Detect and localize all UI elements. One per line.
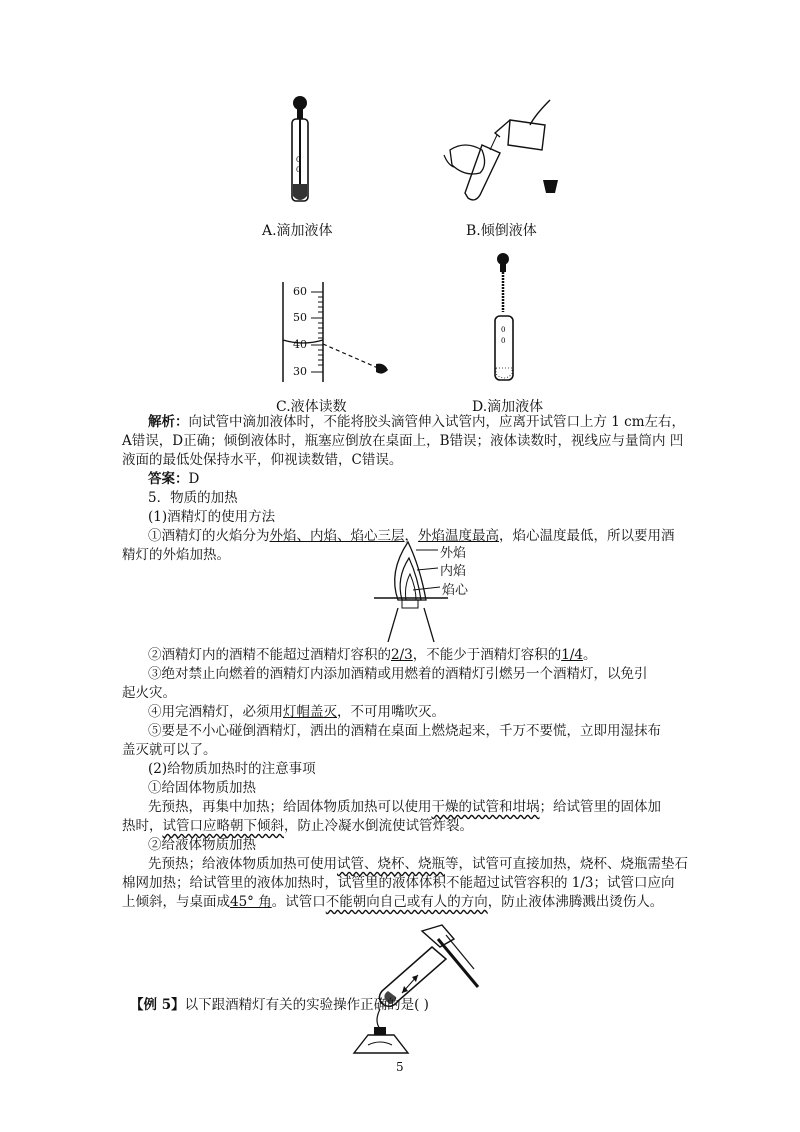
example-question: 【例 5】以下跟酒精灯有关的实验操作正确的是( )	[130, 997, 429, 1013]
analysis-line-2: A错误，D正确；倾倒液体时，瓶塞应倒放在桌面上，B错误；液体读数时，视线应与量筒内 凹	[122, 433, 684, 449]
figure-b-pouring-liquid	[440, 95, 570, 205]
svg-text:0: 0	[296, 156, 301, 164]
flame-paragraph-line-1: ①酒精灯的火焰分为外焰、内焰、焰心三层，外焰温度最高，焰心温度最低，所以要用酒	[148, 528, 675, 544]
example-label: 【例 5】	[130, 997, 185, 1013]
cylinder-tick-40: 40	[293, 338, 307, 351]
liquid-heating-line-3: 上倾斜，与桌面成45° 角。试管口不能朝向自己或有人的方向，防止液体沸腾溅出烫伤人。	[122, 894, 664, 910]
spill-paragraph-line-2: 盖灭就可以了。	[122, 742, 217, 758]
answer-line	[148, 470, 718, 489]
spill-paragraph-line-1: ⑤要是不小心碰倒酒精灯，洒出的酒精在桌面上燃烧起来，千万不要慌，立即用湿抹布	[148, 723, 661, 739]
liquid-heating-line-1: 先预热；给液体物质加热可使用试管、烧杯、烧瓶等，试管可直接加热，烧杯、烧瓶需垫石	[148, 856, 688, 872]
test-tube-heating-figure	[342, 925, 502, 1055]
cylinder-tick-50: 50	[293, 311, 307, 324]
flame-label-core: 焰心	[442, 583, 469, 598]
subsection-1-title: (1)酒精灯的使用方法	[148, 509, 276, 525]
cylinder-tick-60: 60	[293, 285, 307, 298]
figure-d-dropper-above-tube	[478, 250, 528, 385]
answer-label: 答案：	[148, 471, 189, 487]
lamp-volume-paragraph: ②酒精灯内的酒精不能超过酒精灯容积的2/3，不能少于酒精灯容积的1/4。	[148, 647, 597, 663]
section-title: 5．物质的加热	[148, 490, 238, 506]
figure-d-caption: D.滴加液体	[472, 399, 544, 415]
solid-heating-line-2: 热时，试管口应略朝下倾斜，防止冷凝水倒流使试管炸裂。	[122, 818, 473, 834]
flame-paragraph-line-2: 精灯的外焰加热。	[122, 547, 230, 563]
page-number: 5	[396, 1060, 404, 1074]
figure-a-caption: A.滴加液体	[262, 223, 333, 239]
figure-c-caption: C.液体读数	[276, 399, 347, 415]
liquid-heating-line-2: 棉网加热；给试管里的液体加热时，试管里的液体体积不能超过试管容积的 1/3；试管口应向	[122, 875, 675, 891]
svg-text:0: 0	[501, 326, 506, 334]
analysis-label: 解析：	[148, 414, 189, 430]
solid-heating-title: ①给固体物质加热	[148, 780, 256, 796]
flame-label-outer: 外焰	[440, 546, 467, 561]
analysis-line-1: 解析：向试管中滴加液体时，不能将胶头滴管伸入试管内，应离开试管口上方 1 cm左右，	[148, 414, 686, 430]
figure-a-dropper-in-tube	[270, 92, 330, 212]
liquid-heating-title: ②给液体物质加热	[148, 837, 256, 853]
figure-b-caption: B.倾倒液体	[466, 223, 537, 239]
lamp-fire-warning-line-2: 起火灾。	[122, 685, 176, 701]
svg-text:0: 0	[296, 166, 301, 174]
svg-text:0: 0	[501, 337, 506, 345]
solid-heating-line-1: 先预热，再集中加热；给固体物质加热可以使用干燥的试管和坩埚；给试管里的固体加	[148, 799, 661, 815]
lamp-fire-warning-line-1: ③绝对禁止向燃着的酒精灯内添加酒精或用燃着的酒精灯引燃另一个酒精灯，以免引	[148, 666, 648, 682]
lamp-extinguish-paragraph: ④用完酒精灯，必须用灯帽盖灭，不可用嘴吹灭。	[148, 704, 445, 720]
answer-value: D	[188, 471, 200, 487]
cylinder-tick-30: 30	[293, 365, 307, 378]
flame-label-inner: 内焰	[440, 564, 467, 579]
analysis-line-3: 液面的最低处保持水平，仰视读数错，C错误。	[122, 452, 403, 468]
subsection-2-title: (2)给物质加热时的注意事项	[148, 761, 316, 777]
